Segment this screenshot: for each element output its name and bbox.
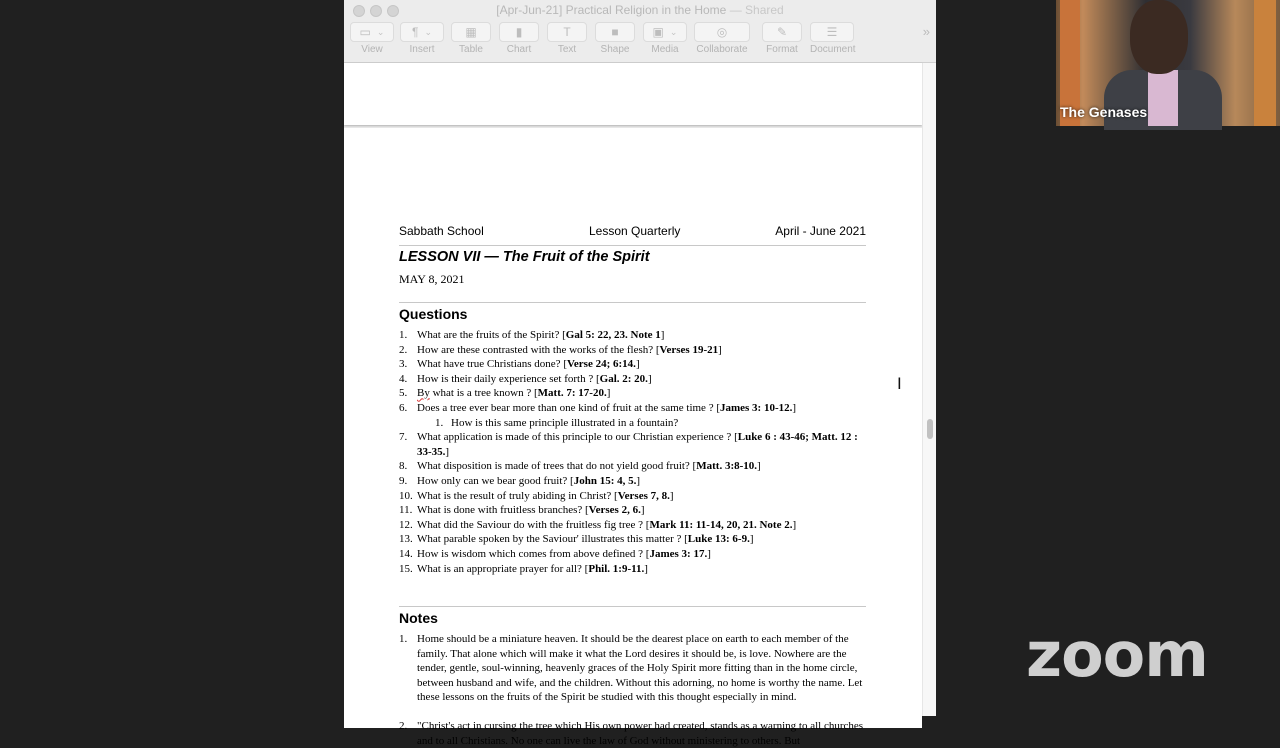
bracket-close: ] <box>647 372 652 385</box>
question-number: 15. <box>399 562 413 575</box>
view-sidebar-icon: ▭ <box>359 25 371 39</box>
question-item <box>399 343 869 358</box>
toolbar-view[interactable] <box>350 22 394 55</box>
window-title <box>344 3 936 17</box>
question-number: 13. <box>399 533 413 546</box>
format-brush-icon: ✎ <box>776 25 788 39</box>
document-canvas[interactable] <box>344 63 922 747</box>
participant-figure <box>1148 70 1178 126</box>
toolbar-media[interactable] <box>643 22 687 55</box>
toolbar-table-label: Table <box>459 44 483 55</box>
toolbar-format-label: Format <box>766 44 798 55</box>
document-icon: ☰ <box>826 25 838 39</box>
question-item <box>399 372 869 387</box>
collaborate-icon: ◎ <box>716 25 728 39</box>
participant-figure <box>1130 0 1188 74</box>
header-rule <box>399 245 866 246</box>
scripture-reference: Verses 7, 8. <box>617 489 670 502</box>
chevron-down-icon: ⌄ <box>376 27 385 37</box>
toolbar-media-label: Media <box>651 44 679 55</box>
scripture-reference: Matt. 7: 17-20. <box>537 387 607 400</box>
header-right: April - June 2021 <box>775 224 866 238</box>
participant-video-tile[interactable] <box>1056 0 1280 126</box>
question-number: 1. <box>399 329 408 341</box>
toolbar-insert[interactable] <box>400 22 444 55</box>
lesson-date: MAY 8, 2021 <box>399 272 465 286</box>
chart-icon: ▮ <box>515 25 523 39</box>
question-item <box>399 401 869 416</box>
questions-heading: Questions <box>399 306 468 322</box>
video-background <box>1254 0 1276 126</box>
question-item <box>399 430 869 459</box>
toolbar-insert-label: Insert <box>409 44 435 55</box>
question-text: How is wisdom which comes from above defined ? [ <box>417 547 650 560</box>
bracket-close: ] <box>636 474 641 487</box>
scrollbar-thumb[interactable] <box>927 419 933 439</box>
toolbar-overflow-button[interactable]: » <box>922 24 930 39</box>
question-number: 6. <box>399 401 408 414</box>
question-text: What application is made of this principle to our Christian experience ? [ <box>417 431 738 444</box>
bracket-close: ] <box>635 358 640 371</box>
document-name: [Apr-Jun-21] Practical Religion in the Home <box>496 3 727 17</box>
question-number: 8. <box>399 460 408 473</box>
media-icon: ▣ <box>652 25 664 39</box>
question-text: What parable spoken by the Saviour' illustrates this matter ? [ <box>417 533 688 546</box>
question-item <box>399 532 869 547</box>
scripture-reference: Luke 13: 6-9. <box>687 533 750 546</box>
scripture-reference: Luke 6 : 43-46; Matt. 12 : 33-35. <box>417 431 858 458</box>
bracket-close: ] <box>792 401 797 414</box>
question-item <box>399 357 869 372</box>
notes-heading: Notes <box>399 610 438 626</box>
question-number: 2. <box>399 343 408 356</box>
note-number: 2. <box>399 719 408 732</box>
scripture-reference: John 15: 4, 5. <box>573 474 637 487</box>
question-item <box>399 459 869 474</box>
zoom-logo: zoom <box>1026 618 1208 691</box>
toolbar-collaborate[interactable] <box>694 22 750 55</box>
question-text: How is this same principle illustrated in a fountain? <box>451 416 679 429</box>
header-center: Lesson Quarterly <box>589 224 681 238</box>
previous-page <box>344 63 922 125</box>
question-item <box>399 503 869 518</box>
bracket-close: ] <box>757 460 761 473</box>
toolbar-view-label: View <box>361 44 383 55</box>
question-item <box>399 518 869 533</box>
shared-status: — Shared <box>726 3 784 17</box>
shape-icon: ■ <box>611 25 619 39</box>
question-item <box>399 328 869 343</box>
scripture-reference: Verse 24; 6:14. <box>566 358 636 371</box>
question-subitem <box>399 416 869 431</box>
scripture-reference: Gal. 2: 20. <box>599 372 648 385</box>
toolbar-chart-label: Chart <box>506 44 532 55</box>
text-icon: T <box>563 25 571 39</box>
bracket-close: ] <box>660 329 665 341</box>
question-number: 9. <box>399 474 408 487</box>
bracket-close: ] <box>718 343 722 356</box>
question-item <box>399 547 869 562</box>
bracket-close: ] <box>606 387 611 400</box>
note-number: 1. <box>399 633 408 645</box>
toolbar-text[interactable] <box>547 22 587 55</box>
bracket-close: ] <box>707 547 711 560</box>
notes-list <box>399 632 869 748</box>
toolbar-document[interactable] <box>810 22 856 55</box>
question-number: 3. <box>399 358 408 371</box>
note-item <box>399 719 869 748</box>
questions-list <box>399 328 869 576</box>
toolbar-document-label: Document <box>810 44 856 55</box>
toolbar-collaborate-label: Collaborate <box>696 44 748 55</box>
question-number: 1. <box>435 416 444 429</box>
bracket-close: ] <box>445 445 450 458</box>
scripture-reference: James 3: 10-12. <box>719 401 793 414</box>
question-number: 5. <box>399 387 408 400</box>
question-item <box>399 489 869 504</box>
lesson-title: LESSON VII — The Fruit of the Spirit <box>399 249 650 265</box>
section-divider <box>399 302 866 303</box>
paragraph-icon: ¶ <box>412 25 419 39</box>
bracket-close: ] <box>644 562 648 575</box>
question-item <box>399 386 869 401</box>
question-text: what is a tree known ? [ <box>429 387 538 400</box>
scripture-reference: James 3: 17. <box>649 547 708 560</box>
bracket-close: ] <box>640 504 645 517</box>
note-item <box>399 632 869 705</box>
scripture-reference: Verses 2, 6. <box>588 504 641 517</box>
toolbar-format[interactable] <box>762 22 802 55</box>
question-number: 4. <box>399 372 408 385</box>
question-text: How is their daily experience set forth ? [ <box>417 372 600 385</box>
document-page[interactable] <box>344 128 922 747</box>
question-text: What are the fruits of the Spirit? [ <box>417 329 566 341</box>
spelling-flagged-word[interactable]: By <box>417 387 430 400</box>
question-text: What disposition is made of trees that do not yield good fruit? [ <box>417 460 697 473</box>
question-number: 10. <box>399 489 413 502</box>
question-number: 12. <box>399 518 413 531</box>
question-number: 14. <box>399 547 413 560</box>
toolbar-shape[interactable] <box>595 22 635 55</box>
chevron-down-icon: ⌄ <box>669 27 678 37</box>
scripture-reference: Phil. 1:9-11. <box>588 562 645 575</box>
question-number: 7. <box>399 431 408 444</box>
toolbar-chart[interactable] <box>499 22 539 55</box>
question-text: What is done with fruitless branches? [ <box>417 504 589 517</box>
question-text: Does a tree ever bear more than one kind of fruit at the same time ? [ <box>417 401 720 414</box>
title-bar <box>344 0 936 63</box>
question-number: 11. <box>399 504 413 517</box>
header-left: Sabbath School <box>399 224 484 238</box>
chevron-down-icon: ⌄ <box>424 27 432 37</box>
question-item <box>399 474 869 489</box>
bracket-close: ] <box>669 489 674 502</box>
scripture-reference: Matt. 3:8-10. <box>696 460 758 473</box>
question-text: What is an appropriate prayer for all? [ <box>417 562 589 575</box>
question-text: What did the Saviour do with the fruitless fig tree ? [ <box>417 518 650 531</box>
note-text: "Christ's act in cursing the tree which His own power had created, stands as a warning to all churches and to all Christians. No one can live the law of God without ministering to others. But <box>417 719 864 747</box>
scripture-reference: Gal 5: 22, 23. Note 1 <box>565 329 661 341</box>
section-divider <box>399 606 866 607</box>
question-item <box>399 562 869 577</box>
question-text: What is the result of truly abiding in Christ? [ <box>417 489 618 502</box>
toolbar-table[interactable] <box>451 22 491 55</box>
question-text: How are these contrasted with the works of the flesh? [ <box>417 343 660 356</box>
pages-window <box>344 0 936 747</box>
toolbar-text-label: Text <box>557 44 577 55</box>
bracket-close: ] <box>749 533 754 546</box>
participant-name: The Genases <box>1060 104 1148 120</box>
table-icon: ▦ <box>465 25 477 39</box>
text-cursor-icon: I <box>897 374 902 393</box>
question-text: How only can we bear good fruit? [ <box>417 474 574 487</box>
vertical-scrollbar[interactable] <box>922 63 936 716</box>
scripture-reference: Verses 19-21 <box>659 343 719 356</box>
scripture-reference: Mark 11: 11-14, 20, 21. Note 2. <box>649 518 793 531</box>
bracket-close: ] <box>792 518 797 531</box>
note-text: Home should be a miniature heaven. It should be the dearest place on earth to each member of the family. That alone which will make it what the Lord desires it should be, is love. Nowhere are the tender, gentle, soul-winning, heavenly graces of the Holy Spirit more fitting than in the home circle, between husband and wife, and the children. Without this adorning, no home is worthy the name. Let these lessons on the fruits of the Spirit be studied with this thought especially in mind. <box>417 633 863 704</box>
toolbar-shape-label: Shape <box>600 44 630 55</box>
question-text: What have true Christians done? [ <box>417 358 567 371</box>
